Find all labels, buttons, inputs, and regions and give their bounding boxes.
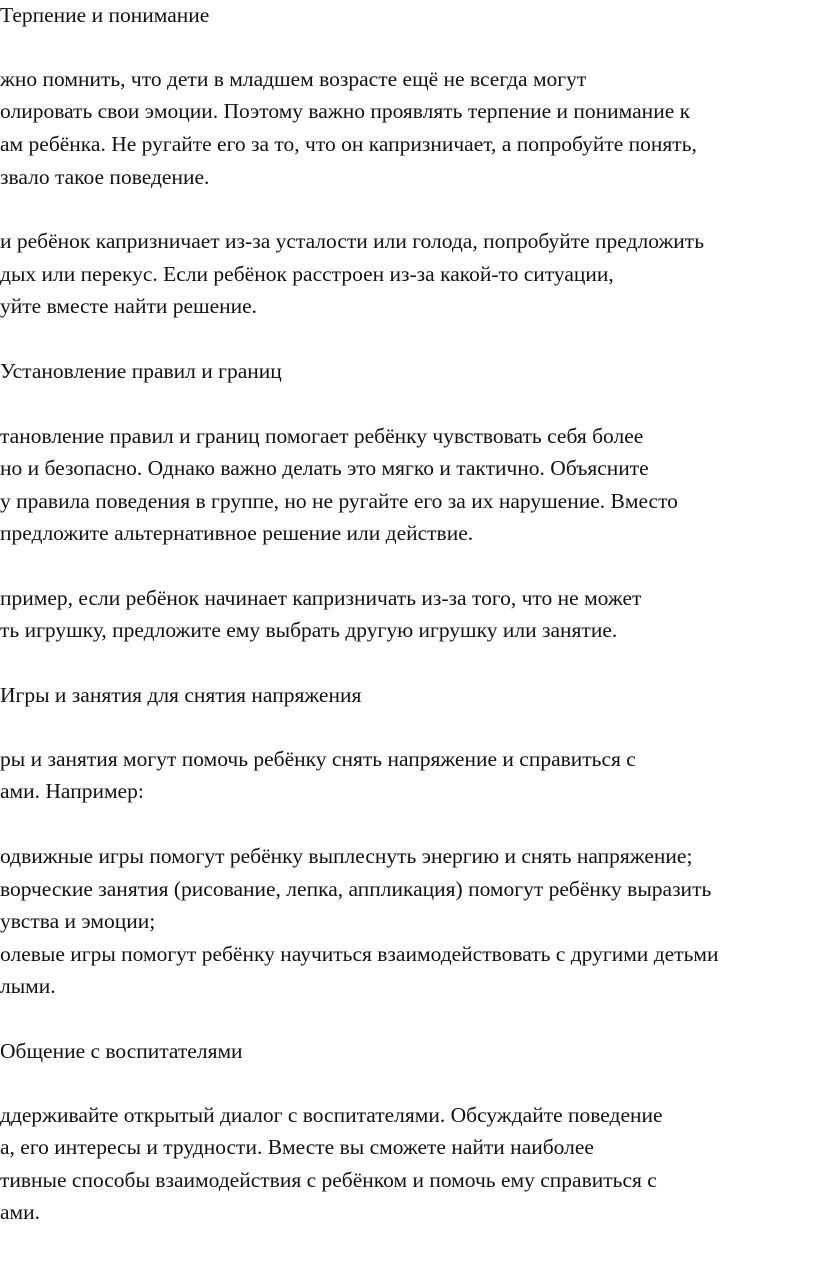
paragraph-line: жно помнить, что дети в младшем возрасте ещё не всегда могут (0, 67, 587, 91)
paragraph-line: ддерживайте открытый диалог с воспитателями. Обсуждайте поведение (0, 1103, 663, 1127)
paragraph-line: предложите альтернативное решение или действие. (0, 521, 474, 545)
paragraph-line: тановление правил и границ помогает ребёнку чувствовать себя более (0, 424, 644, 448)
paragraph-line: пример, если ребёнок начинает капризничать из-за того, что не может (0, 586, 642, 610)
paragraph-line: ами. Например: (0, 779, 144, 803)
paragraph-line: дых или перекус. Если ребёнок расстроен из-за какой-то ситуации, (0, 262, 614, 286)
paragraph-line: но и безопасно. Однако важно делать это мягко и тактично. Объясните (0, 456, 649, 480)
list-item: олевые игры помогут ребёнку научиться взаимодействовать с другими детьми (0, 942, 719, 966)
heading-games: Игры и занятия для снятия напряжения (0, 683, 362, 707)
paragraph-line: тивные способы взаимодействия с ребёнком и помочь ему справиться с (0, 1168, 657, 1192)
paragraph-line: уйте вместе найти решение. (0, 294, 258, 318)
list-item: одвижные игры помогут ребёнку выплеснуть энергию и снять напряжение; (0, 844, 693, 868)
list-item: ворческие занятия (рисование, лепка, аппликация) помогут ребёнку выразить (0, 877, 712, 901)
heading-patience: Терпение и понимание (0, 3, 210, 27)
heading-communication: Общение с воспитателями (0, 1039, 243, 1063)
paragraph-line: олировать свои эмоции. Поэтому важно проявлять терпение и понимание к (0, 99, 691, 123)
paragraph-line: ть игрушку, предложите ему выбрать другую игрушку или занятие. (0, 618, 618, 642)
paragraph-line: и ребёнок капризничает из-за усталости или голода, попробуйте предложить (0, 229, 704, 253)
list-item-continuation: увства и эмоции; (0, 909, 156, 933)
paragraph-line: у правила поведения в группе, но не ругайте его за их нарушение. Вместо (0, 489, 678, 513)
paragraph-line: ами. (0, 1200, 41, 1224)
paragraph-line: ам ребёнка. Не ругайте его за то, что он капризничает, а попробуйте понять, (0, 132, 697, 156)
list-item-continuation: лыми. (0, 974, 56, 998)
paragraph-line: звало такое поведение. (0, 165, 210, 189)
heading-rules: Установление правил и границ (0, 359, 282, 383)
paragraph-line: а, его интересы и трудности. Вместе вы сможете найти наиболее (0, 1135, 594, 1159)
paragraph-line: ры и занятия могут помочь ребёнку снять напряжение и справиться с (0, 747, 636, 771)
